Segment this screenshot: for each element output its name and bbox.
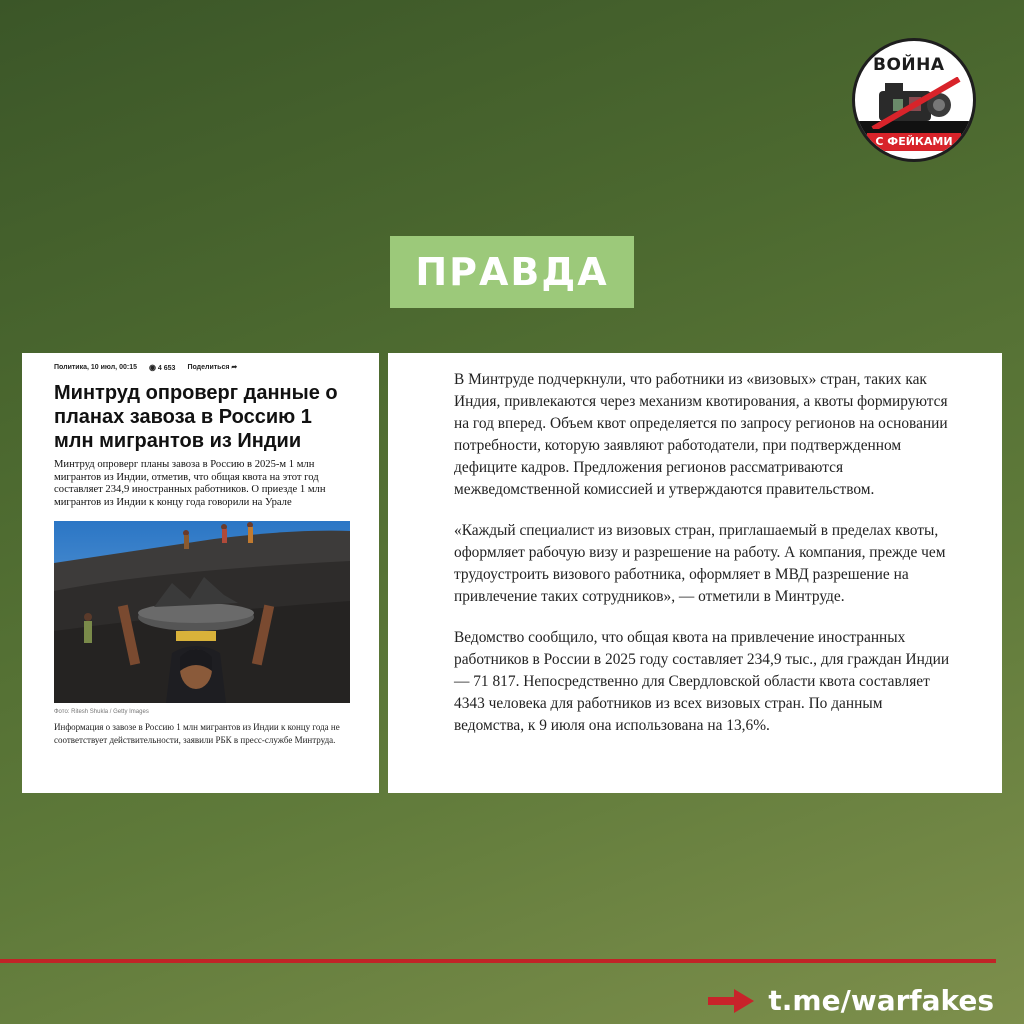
photo-caption: Информация о завозе в Россию 1 млн мигрантов из Индии к концу года не соответствует действительности, заявили РБК в пресс-службе Минтруда.	[54, 722, 340, 745]
war-with-fakes-logo	[852, 38, 976, 162]
footer	[708, 984, 994, 1017]
logo-top-text: ВОЙНА	[873, 55, 945, 75]
share-link[interactable]: Поделиться ➦	[187, 364, 238, 371]
body-paragraph-1: В Минтруде подчеркнули, что работники из «визовых» стран, таких как Индия, привлекаются через механизм квотирования, а квоты формируются на год вперед. Объем квот определяется по запросу регионов на основании потребности, которую заявляют работодатели, при подтвержденном дефиците кадров. Предложения регионов рассматриваются межведомственной комиссией и утверждаются правительством.	[454, 371, 948, 498]
article-screenshot	[22, 353, 379, 793]
footer-divider	[0, 959, 996, 963]
article-body	[388, 353, 1002, 793]
article-photo	[54, 521, 350, 703]
body-paragraph-3: Ведомство сообщило, что общая квота на привлечение иностранных работников в России в 2025 году составляет 234,9 тыс., для граждан Индии — 71 817. Непосредственно для Свердловской области квота составляет 4343 человека для работников из всех визовых стран. По данным ведомства, к 9 июля она использована на 13,6%.	[454, 629, 950, 734]
article-meta	[54, 361, 349, 373]
arrow-right-icon	[708, 989, 754, 1013]
telegram-link[interactable]: t.me/warfakes	[768, 984, 994, 1017]
camera-icon	[869, 77, 961, 129]
body-paragraph-2: «Каждый специалист из визовых стран, приглашаемый в пределах квоты, оформляет рабочую визу и разрешение на работу. А компания, прежде чем трудоустроить визового работника, оформляет в МВД разрешение на привлечение таких сотрудников», — отметили в Минтруде.	[454, 522, 946, 605]
photo-credit: Фото: Ritesh Shukla / Getty Images	[54, 709, 149, 716]
article-date: Политика, 10 июл, 00:15	[54, 363, 137, 371]
share-arrow-icon: ➦	[231, 364, 238, 371]
views-count: ◉ 4 653	[148, 362, 176, 372]
verdict-badge: ПРАВДА	[390, 236, 634, 308]
article-lead: Минтруд опроверг планы завоза в Россию в 2025-м 1 млн мигрантов из Индии, отметив, что общая квота на этот год составляет 234,9 иностранных работников. О приезде 1 млн мигрантов из Индии к концу года говорили на Урале	[54, 459, 326, 508]
eye-icon: ◉	[148, 362, 156, 372]
article-headline: Минтруд опроверг данные о планах завоза в Россию 1 млн мигрантов из Индии	[54, 382, 338, 452]
logo-bottom-text: С ФЕЙКАМИ	[867, 133, 961, 151]
